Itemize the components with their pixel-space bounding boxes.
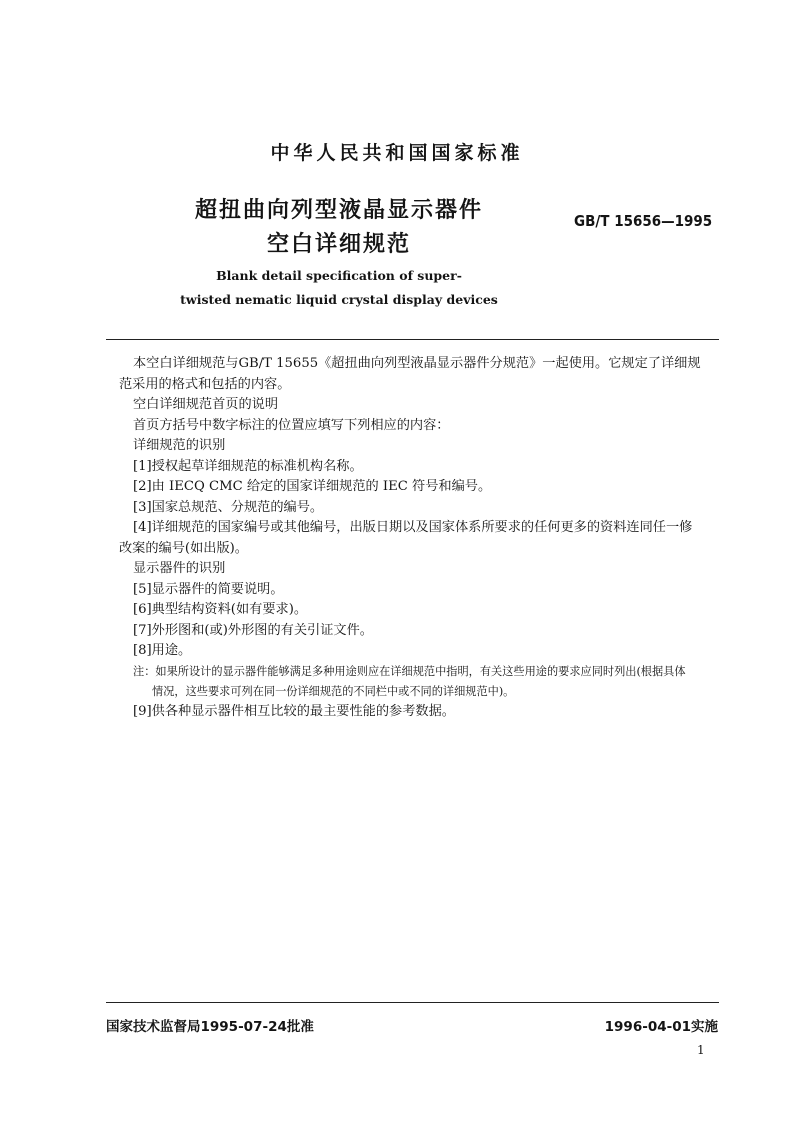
standard-code: GB/T 15656—1995 xyxy=(574,212,713,230)
item-3: [3]国家总规范、分规范的编号。 xyxy=(133,499,324,515)
item-7: [7]外形图和(或)外形图的有关引证文件。 xyxy=(133,622,373,638)
group1-heading: 详细规范的识别 xyxy=(133,438,226,453)
note-line2: 情况，这些要求可列在同一份详细规范的不同栏中或不同的详细规范中)。 xyxy=(152,684,515,698)
header-divider xyxy=(106,339,719,340)
note xyxy=(119,662,719,702)
item-2: [2]由 IECQ CMC 给定的国家详细规范的 IEC 符号和编号。 xyxy=(133,479,492,494)
item-1: [1]授权起草详细规范的标准机构名称。 xyxy=(133,458,363,474)
intro-line2: 范采用的格式和包括的内容。 xyxy=(119,376,291,392)
document-title-en xyxy=(180,264,498,312)
footer-divider xyxy=(106,1002,719,1003)
intro-line1: 本空白详细规范与GB/T 15655《超扭曲向列型液晶显示器件分规范》一起使用。它规定了详细规 xyxy=(133,356,701,371)
national-standard-heading: 中华人民共和国国家标准 xyxy=(270,142,524,164)
title-en-line2: twisted nematic liquid crystal display devices xyxy=(180,292,498,307)
page-number: 1 xyxy=(697,1043,705,1057)
item-6: [6]典型结构资料(如有要求)。 xyxy=(133,602,308,617)
title-en-line1: Blank detail specification of super- xyxy=(216,268,462,283)
approval-line: 国家技术监督局1995-07-24批准 xyxy=(106,1019,314,1035)
item-9: [9]供各种显示器件相互比较的最主要性能的参考数据。 xyxy=(133,703,455,719)
group2-heading: 显示器件的识别 xyxy=(133,561,226,576)
note-line1: 注：如果所设计的显示器件能够满足多种用途则应在详细规范中指明，有关这些用途的要求应同时列出(根据具体 xyxy=(133,664,686,678)
item-4-line1: [4]详细规范的国家编号或其他编号，出版日期以及国家体系所要求的任何更多的资料连同任一修 xyxy=(133,520,693,535)
document-body xyxy=(119,354,719,722)
title-cn-line1: 超扭曲向列型液晶显示器件 xyxy=(194,198,483,223)
fill-instruction: 首页方括号中数字标注的位置应填写下列相应的内容： xyxy=(133,417,450,433)
item-8: [8]用途。 xyxy=(133,643,192,658)
implementation-date: 1996-04-01实施 xyxy=(604,1019,718,1035)
document-title-cn xyxy=(180,194,498,262)
title-cn-line2: 空白详细规范 xyxy=(266,232,411,257)
item-5: [5]显示器件的简要说明。 xyxy=(133,581,284,597)
item-4-line2: 改案的编号(如出版)。 xyxy=(119,540,248,556)
section-heading: 空白详细规范首页的说明 xyxy=(133,397,279,412)
